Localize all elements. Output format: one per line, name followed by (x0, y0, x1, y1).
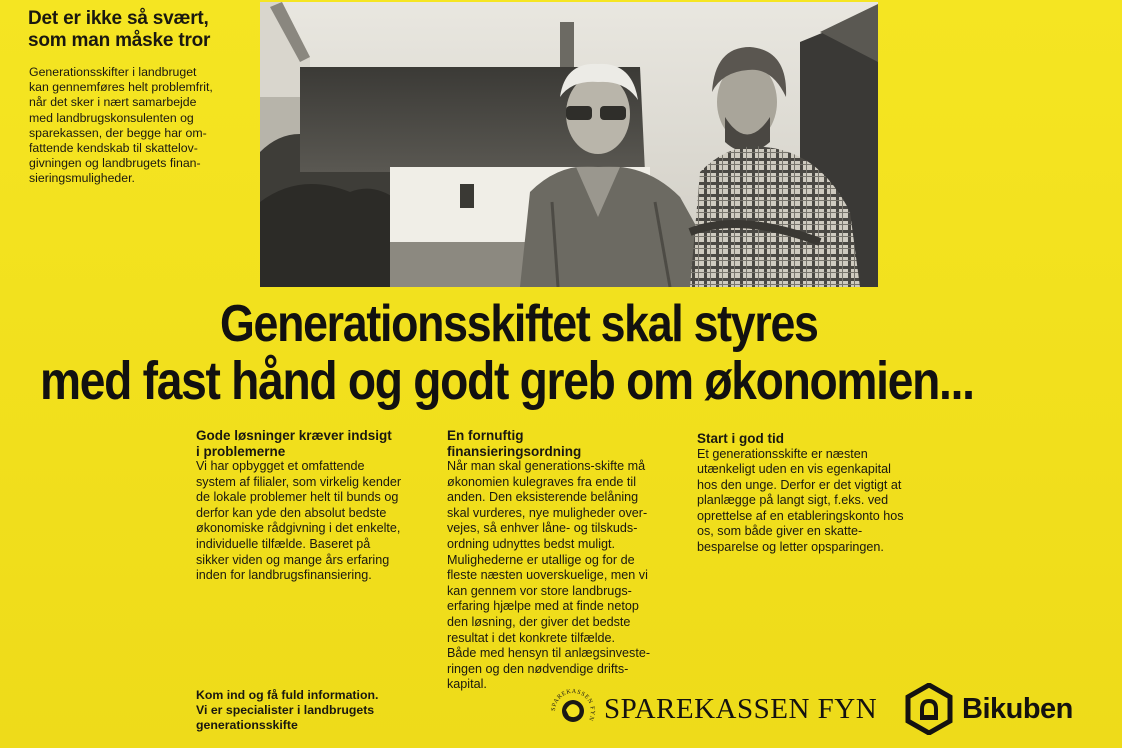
column-body-line: Et generationsskifte er næsten (697, 446, 868, 461)
column-body-line: fleste næsten uoverskuelige, men vi (447, 568, 648, 583)
column-body-line: de lokale problemer helt til bunds og (196, 490, 399, 505)
column-body-line: Både med hensyn til anlægsinveste- (447, 646, 651, 661)
column-heading-line: Start i god tid (697, 431, 784, 446)
column-body (697, 447, 937, 556)
bikuben-hexagon-icon (905, 683, 953, 735)
column-heading (196, 428, 436, 459)
intro-body-line: sparekassen, der begge har om- (29, 125, 207, 140)
intro-body-line: sieringsmuligheder. (29, 171, 135, 186)
column-start (697, 431, 937, 556)
photo-two-farmers-icon (260, 2, 878, 287)
column-body-line: utænkeligt uden en vis egenkapital (697, 462, 891, 477)
column-body-line: oprettelse af en etableringskonto hos (697, 508, 904, 523)
column-losninger (196, 428, 436, 584)
column-body-line: økonomien kulegraves fra ende til (447, 474, 637, 489)
seal-text: SPAREKASSEN FYN (549, 687, 597, 723)
sparekassen-fyn-logo: SPAREKASSEN FYN (604, 693, 878, 725)
column-body-line: sikker viden og mange års erfaring (196, 552, 390, 567)
footer-call-to-action (196, 688, 456, 733)
column-heading-line: finansieringsordning (447, 443, 582, 459)
sparekassen-seal-icon (548, 686, 598, 736)
column-body (196, 459, 436, 584)
footer-line: Vi er specialister i landbrugets (196, 703, 375, 717)
intro-title-line: Det er ikke så svært, (28, 8, 209, 29)
column-body-line: besparelse og letter opsparingen. (697, 540, 884, 555)
intro-body (29, 65, 264, 187)
column-body-line: Mulighederne er utallige og for de (447, 552, 635, 567)
column-body-line: system af filialer, som virkelig kender (196, 474, 402, 489)
column-finansiering (447, 428, 687, 693)
column-body-line: inden for landbrugsfinansiering. (196, 568, 372, 583)
column-body-line: skal vurderes, nye muligheder over- (447, 505, 648, 520)
column-body-line: den løsning, der giver det bedste (447, 614, 631, 629)
column-body-line: hos den unge. Derfor er det vigtigt at (697, 477, 902, 492)
intro-body-line: med landbrugskonsulenten og (29, 110, 194, 125)
intro-body-line: Generationsskifter i landbruget (29, 65, 197, 79)
column-heading-line: Gode løsninger kræver indsigt (196, 428, 392, 443)
column-body-line: kapital. (447, 677, 487, 692)
intro-title-line: som man måske tror (28, 30, 211, 51)
column-body-line: ordning udnyttes bedst muligt. (447, 536, 616, 551)
intro-body-line: givningen og landbrugets finan- (29, 156, 201, 171)
intro-body-line: når det sker i nært samarbejde (29, 95, 197, 110)
intro-body-line: kan gennemføres helt problemfrit, (29, 80, 213, 95)
column-body-line: Vi har opbygget et omfattende (196, 459, 365, 473)
column-body-line: os, som både giver en skatte- (697, 524, 863, 539)
column-body-line: vejes, så enhver låne- og tilskuds- (447, 521, 638, 536)
column-body-line: individuelle tilfælde. Baseret på (196, 536, 371, 551)
column-heading (697, 431, 937, 447)
footer-line: Kom ind og få fuld information. (196, 688, 379, 702)
column-body-line: derfor kan yde den absolut bedste (196, 505, 387, 520)
column-body-line: erfaring hjælpe med at finde netop (447, 599, 639, 614)
headline-line-2: med fast hånd og godt greb om økonomien... (40, 351, 974, 411)
footer-line: generationsskifte (196, 718, 298, 732)
column-body-line: ringen og den nødvendige drifts- (447, 661, 629, 676)
column-heading-line: i problemerne (196, 443, 286, 459)
bikuben-logo: Bikuben (962, 693, 1073, 725)
column-body-line: planlægge på langt sigt, f.eks. ved (697, 493, 889, 508)
headline-line-1: Generationsskiftet skal styres (220, 295, 818, 353)
column-body-line: økonomiske rådgivning i det enkelte, (196, 521, 401, 536)
column-body-line: anden. Den eksisterende belåning (447, 490, 639, 505)
column-heading-line: En fornuftig (447, 428, 524, 443)
column-body-line: Når man skal generations-skifte må (447, 459, 646, 473)
column-body-line: resultat i det konkrete tilfælde. (447, 630, 615, 645)
column-body (447, 459, 687, 693)
column-heading (447, 428, 687, 459)
intro-body-line: fattende kendskab til skattelov- (29, 141, 198, 156)
column-body-line: kan gennem vor store landbrugs- (447, 583, 632, 598)
intro-title (28, 8, 258, 52)
